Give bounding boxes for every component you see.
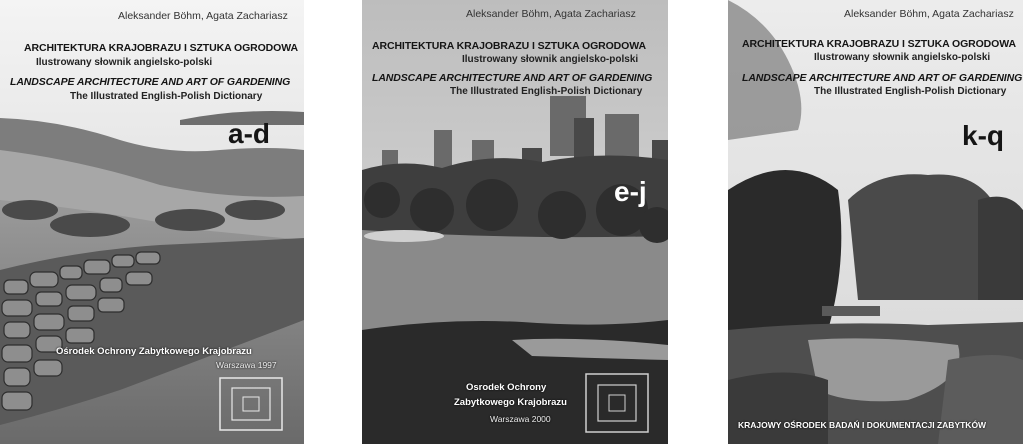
cover-photo-city-park <box>362 0 668 444</box>
cover-authors: Aleksander Böhm, Agata Zachariasz <box>118 10 288 22</box>
cover-place-year: Warszawa 1997 <box>216 360 277 370</box>
cover-publisher-line-2: Zabytkowego Krajobrazu <box>454 397 567 408</box>
cover-authors: Aleksander Böhm, Agata Zachariasz <box>466 8 636 20</box>
cover-title-en: LANDSCAPE ARCHITECTURE AND ART OF GARDENING <box>372 72 653 84</box>
cover-publisher-line-1: Osrodek Ochrony <box>466 382 547 393</box>
book-cover-e-j <box>362 0 668 444</box>
cover-subtitle-en: The Illustrated English-Polish Dictionary <box>70 91 263 102</box>
cover-volume-label: a-d <box>228 118 270 149</box>
cover-title-en: LANDSCAPE ARCHITECTURE AND ART OF GARDENING <box>742 72 1023 84</box>
cover-subtitle-pl: Ilustrowany słownik angielsko-polski <box>36 57 213 68</box>
book-cover-a-d <box>0 0 304 444</box>
cover-place-year: Warszawa 2000 <box>490 414 551 424</box>
cover-title-pl: ARCHITEKTURA KRAJOBRAZU I SZTUKA OGRODOWA <box>24 42 298 54</box>
cover-subtitle-en: The Illustrated English-Polish Dictionary <box>450 86 643 97</box>
cover-subtitle-en: The Illustrated English-Polish Dictionary <box>814 86 1007 97</box>
cover-title-en: LANDSCAPE ARCHITECTURE AND ART OF GARDENING <box>10 76 291 88</box>
cover-subtitle-pl: Ilustrowany słownik angielsko-polski <box>462 54 639 65</box>
cover-photo-river-trees <box>728 0 1023 444</box>
book-cover-k-q <box>728 0 1023 444</box>
cover-subtitle-pl: Ilustrowany słownik angielsko-polski <box>814 52 991 63</box>
cover-volume-label: k-q <box>962 120 1004 151</box>
cover-publisher: KRAJOWY OŚRODEK BADAŃ I DOKUMENTACJI ZABYTKÓW <box>738 420 987 430</box>
cover-title-pl: ARCHITEKTURA KRAJOBRAZU I SZTUKA OGRODOWA <box>742 38 1016 50</box>
cover-title-pl: ARCHITEKTURA KRAJOBRAZU I SZTUKA OGRODOWA <box>372 40 646 52</box>
cover-authors: Aleksander Böhm, Agata Zachariasz <box>844 8 1014 20</box>
cover-volume-label: e-j <box>614 176 647 207</box>
cover-publisher: Ośrodek Ochrony Zabytkowego Krajobrazu <box>56 346 252 357</box>
